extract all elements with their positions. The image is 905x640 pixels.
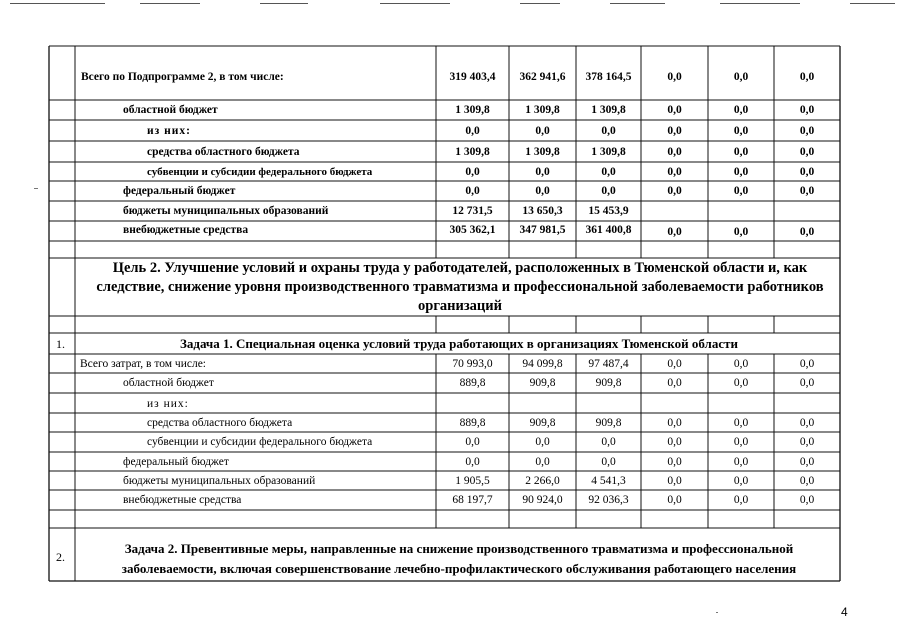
table-cell: 0,0 xyxy=(601,166,616,178)
task-title: Задача 1. Специальная оценка условий труда работающих в организациях Тюменской области xyxy=(180,336,738,351)
table-row-label: внебюджетные средства xyxy=(123,494,242,506)
table-cell: 361 400,8 xyxy=(585,224,632,236)
table-cell: 0,0 xyxy=(799,417,815,429)
table-cell: 0,0 xyxy=(733,104,749,116)
table-cell: 0,0 xyxy=(465,436,480,448)
table-cell: 0,0 xyxy=(733,456,749,468)
table-cell: 0,0 xyxy=(799,146,815,158)
table-row-label: областной бюджет xyxy=(123,104,218,116)
table-row-label: средства областного бюджета xyxy=(147,417,293,429)
subprogram-total-label: Всего по Подпрограмме 2, в том числе: xyxy=(81,71,284,83)
scan-speck xyxy=(716,612,718,613)
table-row-label: из них: xyxy=(147,125,191,137)
table-cell: 70 993,0 xyxy=(452,358,493,370)
table-cell: 0,0 xyxy=(733,494,749,506)
table-cell: 92 036,3 xyxy=(588,494,629,506)
table-row-label: бюджеты муниципальных образований xyxy=(123,205,329,217)
table-cell: 0,0 xyxy=(733,226,749,238)
table-row-label: субвенции и субсидии федерального бюджета xyxy=(147,436,373,448)
table-cell: 909,8 xyxy=(595,377,622,389)
table-cell: 0,0 xyxy=(799,377,815,389)
table-cell: 909,8 xyxy=(529,417,556,429)
scan-speck xyxy=(34,188,38,189)
table-cell: 0,0 xyxy=(799,166,815,178)
table-cell: 0,0 xyxy=(667,456,682,468)
table-cell: 0,0 xyxy=(799,104,815,116)
table-cell: 2 266,0 xyxy=(525,475,560,487)
subprogram-total-value: 378 164,5 xyxy=(585,71,632,83)
table-cell: 94 099,8 xyxy=(522,358,563,370)
subprogram-total-value: 319 403,4 xyxy=(449,71,496,83)
table-cell: 0,0 xyxy=(667,377,682,389)
table-cell: 68 197,7 xyxy=(452,494,493,506)
table-cell: 1 309,8 xyxy=(591,146,626,158)
table-cell: 0,0 xyxy=(733,436,749,448)
table-cell: 0,0 xyxy=(667,104,682,116)
table-cell: 0,0 xyxy=(799,125,815,137)
table-cell: 12 731,5 xyxy=(452,205,493,217)
table-cell: 0,0 xyxy=(733,185,749,197)
table-cell: 15 453,9 xyxy=(588,205,629,217)
task-title: Задача 2. Превентивные меры, направленные на снижение производственного травматизма и профессиональной заболеваемости, включая совершенствование лечебно-профилактического обслуживания работающего населения xyxy=(121,541,797,576)
table-cell: 1 905,5 xyxy=(455,475,490,487)
table-cell: 0,0 xyxy=(535,436,550,448)
subprogram-total-value: 362 941,6 xyxy=(519,71,566,83)
table-cell: 0,0 xyxy=(733,166,749,178)
subprogram-total-value: 0,0 xyxy=(667,71,682,83)
table-cell: 13 650,3 xyxy=(522,205,563,217)
table-cell: 0,0 xyxy=(535,125,550,137)
table-cell: 347 981,5 xyxy=(519,224,566,236)
table-cell: 90 924,0 xyxy=(522,494,563,506)
table-row-label: Всего затрат, в том числе: xyxy=(80,358,207,370)
table-row-label: субвенции и субсидии федерального бюджета xyxy=(147,166,373,178)
table-row-label: федеральный бюджет xyxy=(123,456,229,468)
table-cell: 0,0 xyxy=(601,436,616,448)
table-cell: 0,0 xyxy=(799,226,815,238)
table-cell: 889,8 xyxy=(459,377,486,389)
table-cell: 0,0 xyxy=(667,417,682,429)
table-cell: 4 541,3 xyxy=(591,475,626,487)
table-cell: 0,0 xyxy=(465,185,480,197)
table-cell: 0,0 xyxy=(667,226,682,238)
table-cell: 0,0 xyxy=(667,185,682,197)
subprogram-total-value: 0,0 xyxy=(733,71,749,83)
table-row-label: внебюджетные средства xyxy=(123,224,249,236)
table-cell: 0,0 xyxy=(733,146,749,158)
table-cell: 0,0 xyxy=(799,456,815,468)
table-cell: 0,0 xyxy=(799,436,815,448)
table-cell: 0,0 xyxy=(799,475,815,487)
table-cell: 0,0 xyxy=(535,456,550,468)
table-row-label: средства областного бюджета xyxy=(147,146,300,158)
table-cell: 0,0 xyxy=(601,185,616,197)
table-cell: 0,0 xyxy=(799,358,815,370)
table-cell: 0,0 xyxy=(667,125,682,137)
table-row-label: из них: xyxy=(147,398,189,410)
table-cell: 1 309,8 xyxy=(455,104,490,116)
table-cell: 0,0 xyxy=(535,185,550,197)
table-cell: 0,0 xyxy=(667,146,682,158)
table-cell: 97 487,4 xyxy=(588,358,629,370)
table-cell: 0,0 xyxy=(601,125,616,137)
table-cell: 1 309,8 xyxy=(591,104,626,116)
table-cell: 0,0 xyxy=(799,185,815,197)
table-row-label: областной бюджет xyxy=(123,377,214,389)
table-row-label: бюджеты муниципальных образований xyxy=(123,475,316,487)
table-cell: 1 309,8 xyxy=(525,104,560,116)
table-cell: 0,0 xyxy=(733,417,749,429)
table-cell: 0,0 xyxy=(535,166,550,178)
table-cell: 909,8 xyxy=(595,417,622,429)
table-cell: 0,0 xyxy=(733,125,749,137)
table-cell: 0,0 xyxy=(733,358,749,370)
table-cell: 0,0 xyxy=(601,456,616,468)
table-cell: 0,0 xyxy=(465,456,480,468)
table-cell: 909,8 xyxy=(529,377,556,389)
table-cell: 305 362,1 xyxy=(449,224,496,236)
task-number: 1. xyxy=(56,337,65,351)
table-cell: 0,0 xyxy=(733,377,749,389)
table-cell: 0,0 xyxy=(667,358,682,370)
table-cell: 889,8 xyxy=(459,417,486,429)
table-cell: 0,0 xyxy=(465,125,480,137)
table-cell: 0,0 xyxy=(667,166,682,178)
goal-heading: Цель 2. Улучшение условий и охраны труда у работодателей, расположенных в Тюменской области и, как следствие, снижение уровня производственного травматизма и профессиональной заболеваемости работников организаций xyxy=(96,260,824,314)
table-cell: 0,0 xyxy=(667,494,682,506)
table-cell: 0,0 xyxy=(465,166,480,178)
task-number: 2. xyxy=(56,550,65,564)
table-cell: 0,0 xyxy=(667,475,682,487)
table-cell: 0,0 xyxy=(667,436,682,448)
table-cell: 0,0 xyxy=(799,494,815,506)
table-cell: 0,0 xyxy=(733,475,749,487)
page-number: 4 xyxy=(841,605,848,619)
table-cell: 1 309,8 xyxy=(455,146,490,158)
table-cell: 1 309,8 xyxy=(525,146,560,158)
table-row-label: федеральный бюджет xyxy=(123,185,236,197)
subprogram-total-value: 0,0 xyxy=(799,71,815,83)
